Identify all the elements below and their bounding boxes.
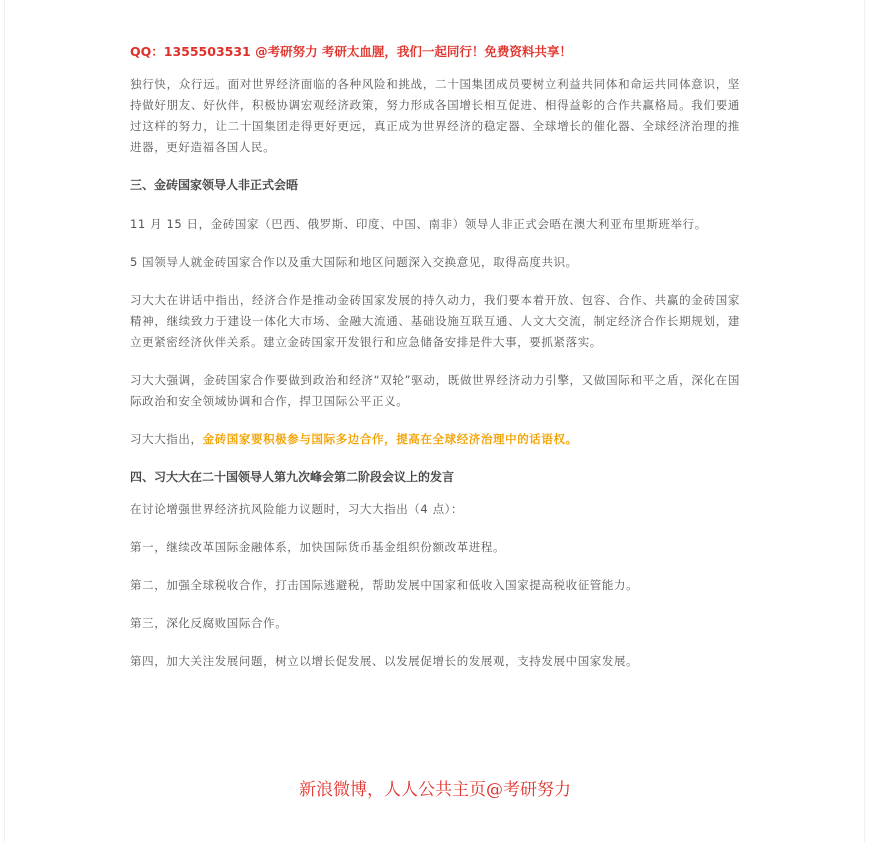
paragraph-consensus: 5 国领导人就金砖国家合作以及重大国际和地区问题深入交换意见，取得高度共识。 xyxy=(130,255,578,269)
section-heading-4: 四、习大大在二十国领导人第九次峰会第二阶段会议上的发言 xyxy=(130,470,455,484)
paragraph-cooperation: 独行快，众行远。面对世界经济面临的各种风险和挑战，二十国集团成员要树立利益共同体和命运共同体意识，坚持做好朋友、好伙伴，积极协调宏观经济政策，努力形成各国增长相互促进、相得益彰的合作共赢格局。我们要通过这样的努力，让二十国集团走得更好更远，真正成为世界经济的稳定器、全球增长的催化器、全球经济治理的推进器，更好造福各国人民。 xyxy=(130,77,740,154)
paragraph-governance-prefix: 习大大指出， xyxy=(130,432,203,446)
page-edge-right xyxy=(864,0,865,842)
paragraph-four-points-intro: 在讨论增强世界经济抗风险能力议题时，习大大指出（4 点）： xyxy=(130,502,464,516)
paragraph-point-2: 第二，加强全球税收合作，打击国际逃避税，帮助发展中国家和低收入国家提高税收征管能力。 xyxy=(130,578,639,592)
weibo-footer: 新浪微博，人人公共主页@考研努力 xyxy=(299,780,571,800)
paragraph-economic-cooperation: 习大大在讲话中指出，经济合作是推动金砖国家发展的持久动力，我们要本着开放、包容、合作、共赢的金砖国家精神，继续致力于建设一体化大市场、金融大流通、基础设施互联互通、人文大交流，制定经济合作长期规划，建立更紧密经济伙伴关系。建立金砖国家开发银行和应急储备安排是件大事，要抓紧落实。 xyxy=(130,293,740,349)
paragraph-point-4: 第四，加大关注发展问题，树立以增长促发展、以发展促增长的发展观，支持发展中国家发展。 xyxy=(130,654,639,668)
contact-header: QQ：1355503531 @考研努力 考研太血腥，我们一起同行！免费资料共享！ xyxy=(130,44,572,59)
paragraph-point-3: 第三，深化反腐败国际合作。 xyxy=(130,616,288,630)
paragraph-point-1: 第一，继续改革国际金融体系，加快国际货币基金组织份额改革进程。 xyxy=(130,540,506,554)
paragraph-dual-drive: 习大大强调，金砖国家合作要做到政治和经济“双轮”驱动，既做世界经济动力引擎，又做国际和平之盾，深化在国际政治和安全领域协调和合作，捍卫国际公平正义。 xyxy=(130,373,740,408)
document-page xyxy=(130,42,740,689)
highlighted-text: 金砖国家要积极参与国际多边合作，提高在全球经济治理中的话语权。 xyxy=(202,432,578,446)
paragraph-governance xyxy=(130,429,740,450)
page-edge-left xyxy=(4,0,5,842)
paragraph-meeting-date: 11 月 15 日，金砖国家（巴西、俄罗斯、印度、中国、南非）领导人非正式会晤在澳大利亚布里斯班举行。 xyxy=(130,217,707,231)
section-heading-3: 三、金砖国家领导人非正式会晤 xyxy=(130,178,299,192)
